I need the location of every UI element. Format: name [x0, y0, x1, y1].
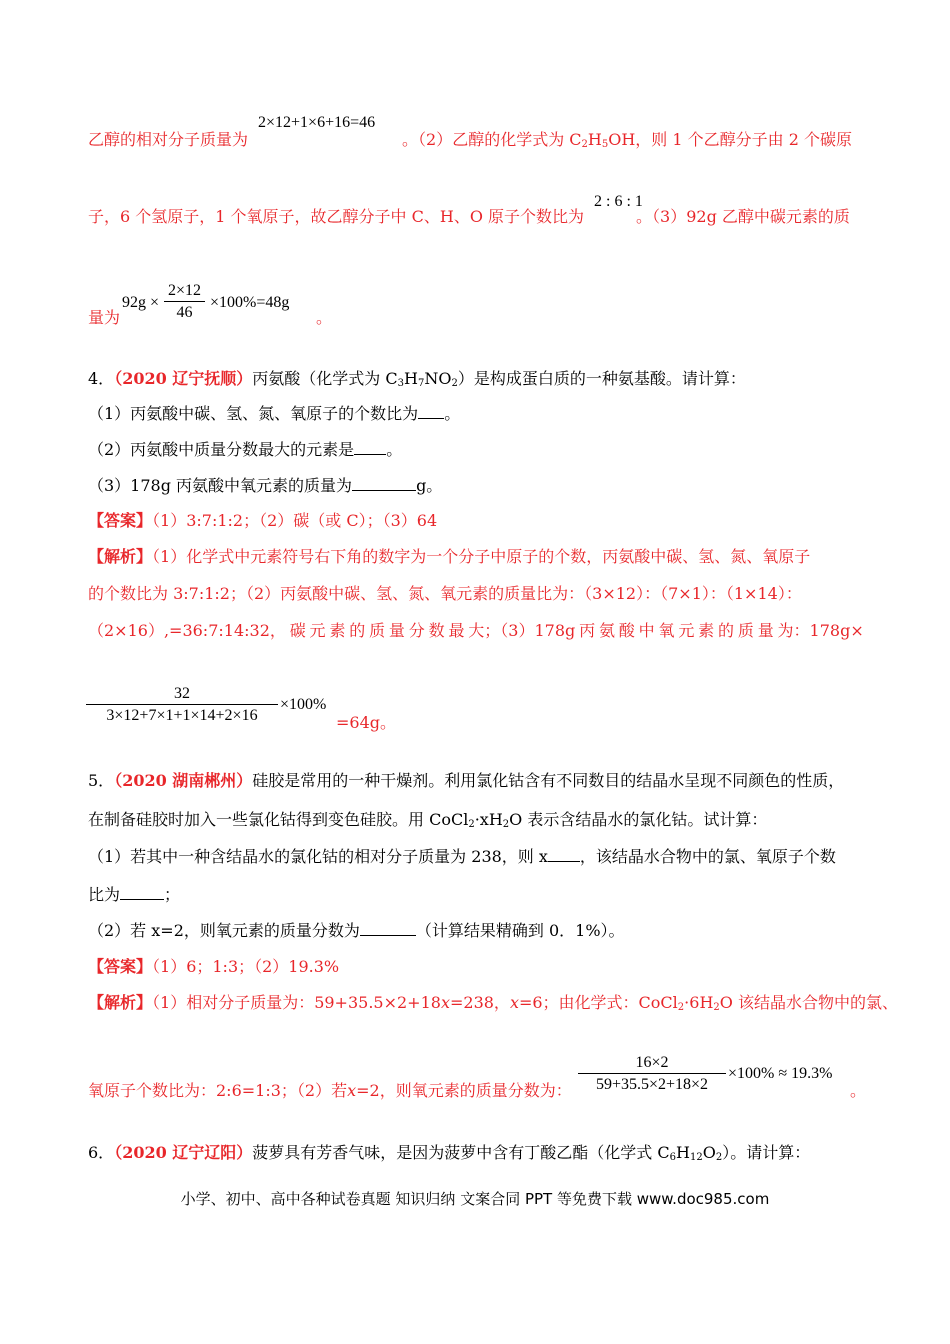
q5-explanation-2: 氧原子个数比为：2:6=1:3；（2）若x=2，则氧元素的质量分数为：	[88, 1081, 572, 1100]
q4-part-2: （2）丙氨酸中质量分数最大的元素是 。	[88, 440, 403, 459]
p3-line-3: 量为 。	[88, 308, 333, 327]
q5-stem-1: 5．（2020 湖南郴州）硅胶是常用的一种干燥剂。利用氯化钴含有不同数目的结晶水呈现不同颜色的性质，	[88, 771, 845, 790]
q4-explanation-1: 【解析】（1）化学式中元素符号右下角的数字为一个分子中原子的个数，丙氨酸中碳、氢、氮、氧原子	[88, 547, 811, 566]
formula-ethanol-mass: 2×12+1×6+16=46	[258, 114, 376, 131]
formula-19-3pct: ×100% ≈ 19.3%	[728, 1065, 833, 1082]
q4-result: =64g。	[336, 713, 397, 732]
q4-part-1: （1）丙氨酸中碳、氢、氮、氧原子的个数比为 。	[88, 404, 461, 423]
formula-100pct: ×100%	[280, 696, 327, 713]
p3-line-2: 子，6 个氢原子，1 个氧原子，故乙醇分子中 C、H、O 原子个数比为 。（3）92g 乙醇中碳元素的质	[88, 207, 850, 226]
formula-92g: 92g ×	[122, 294, 160, 311]
q5-answer: 【答案】（1）6；1:3；（2）19.3%	[88, 957, 340, 976]
q5-part-2: （2）若 x=2，则氧元素的质量分数为 （计算结果精确到 0．1%）。	[88, 921, 625, 940]
ratio-261: 2 : 6 : 1	[594, 193, 643, 210]
answer-blank[interactable]	[548, 847, 580, 862]
p3-line-1: 乙醇的相对分子质量为 。（2）乙醇的化学式为 $C_2H_5OH$，则 1 个乙醇分子由 2 个碳原	[88, 130, 853, 150]
q4-part-3: （3）178g 丙氨酸中氧元素的质量为 g。	[88, 476, 443, 495]
q5-explanation-1: 【解析】（1）相对分子质量为：59+35.5×2+18x=238，x=6；由化学式：$CoCl_2\cdot 6H_2O$ 该结晶水合物中的氯、	[88, 993, 898, 1013]
answer-blank[interactable]	[354, 440, 386, 455]
q5-result-end: 。	[850, 1081, 867, 1100]
answer-blank[interactable]	[120, 885, 164, 900]
fraction-2x12-46: 2×12 46	[164, 281, 205, 324]
q4-explanation-2: 的个数比为 3:7:1:2；（2）丙氨酸中碳、氢、氮、氧元素的质量比为：（3×12）：（7×1）：（1×14）：	[88, 584, 802, 603]
q5-part-1: （1）若其中一种含结晶水的氯化钴的相对分子质量为 238，则 x ，该结晶水合物中的氯、氧原子个数	[88, 847, 836, 866]
q5-stem-2: 在制备硅胶时加入一些氯化钴得到变色硅胶。用 $CoCl_2\cdot xH_2O$ 表示含结晶水的氯化钴。试计算：	[88, 810, 768, 830]
page-footer: 小学、初中、高中各种试卷真题 知识归纳 文案合同 PPT 等免费下载 www.doc985.com	[180, 1190, 770, 1208]
q4-answer: 【答案】（1）3:7:1:2；（2）碳（或 C）；（3）64	[88, 511, 438, 530]
formula-48g: ×100%=48g	[210, 294, 290, 311]
answer-blank[interactable]	[352, 476, 416, 491]
q4-stem: 4．（2020 辽宁抚顺）丙氨酸（化学式为 $C_3H_7NO_2$）是构成蛋白质的一种氨基酸。请计算：	[88, 369, 746, 389]
fraction-32-alanine: 32 3×12+7×1+1×14+2×16	[86, 684, 278, 727]
fraction-oxygen-fraction: 16×2 59+35.5×2+18×2	[578, 1053, 726, 1096]
answer-blank[interactable]	[418, 404, 444, 419]
q6-stem: 6．（2020 辽宁辽阳）菠萝具有芳香气味，是因为菠萝中含有丁酸乙酯（化学式 $C_6H_{12}O_2$）。请计算：	[88, 1143, 811, 1163]
answer-blank[interactable]	[360, 921, 416, 936]
q4-explanation-3: （2×16）,=36:7:14:32， 碳 元 素 的 质 量 分 数 最 大；（3）178g 丙 氨 酸 中 氧 元 素 的 质 量 为：178g×	[88, 621, 864, 640]
q5-part-1b: 比为 ；	[88, 885, 181, 904]
